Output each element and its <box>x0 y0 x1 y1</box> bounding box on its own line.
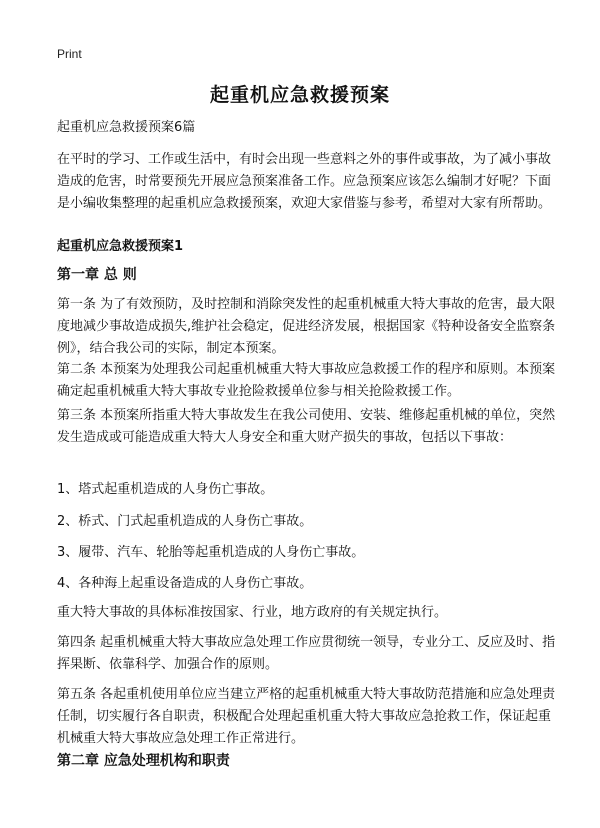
section-heading-1: 起重机应急救援预案1 <box>57 239 184 254</box>
list-item-1: 1、塔式起重机造成的人身伤亡事故。 <box>57 482 274 497</box>
list-item-2: 2、桥式、门式起重机造成的人身伤亡事故。 <box>57 514 313 529</box>
chapter-heading-2: 第二章 应急处理机构和职责 <box>57 753 230 769</box>
chapter-heading-1: 第一章 总 则 <box>57 267 137 283</box>
article-2: 第二条 本预案为处理我公司起重机械重大特大事故应急救援工作的程序和原则。本预案确定起重机械重大特大事故专业抢险救援单位参与相关抢险救援工作。 <box>57 362 556 399</box>
doc-subtitle: 起重机应急救援预案6篇 <box>57 120 196 135</box>
article-3: 第三条 本预案所指重大特大事故发生在我公司使用、安装、维修起重机械的单位，突然发生造成或可能造成重大特大人身安全和重大财产损失的事故，包括以下事故： <box>57 408 556 445</box>
list-item-3: 3、履带、汽车、轮胎等起重机造成的人身伤亡事故。 <box>57 545 365 560</box>
print-link[interactable]: Print <box>57 47 82 61</box>
article-4: 第四条 起重机械重大特大事故应急处理工作应贯彻统一领导，专业分工、反应及时、指挥果断、依靠科学、加强合作的原则。 <box>57 635 556 672</box>
page-title: 起重机应急救援预案 <box>209 84 390 106</box>
standard-note: 重大特大事故的具体标准按国家、行业，地方政府的有关规定执行。 <box>57 605 448 620</box>
intro-paragraph: 在平时的学习、工作或生活中，有时会出现一些意料之外的事件或事故，为了减小事故造成的危害，时常要预先开展应急预案准备工作。应急预案应该怎么编制才好呢？下面是小编收集整理的起重机应急救援预案，欢迎大家借鉴与参考，希望对大家有所帮助。 <box>57 152 552 211</box>
article-1: 第一条 为了有效预防，及时控制和消除突发性的起重机械重大特大事故的危害，最大限度地减少事故造成损失,维护社会稳定，促进经济发展，根据国家《特种设备安全监察条例》，结合我公司的实际，制定本预案。 <box>57 297 556 356</box>
list-item-4: 4、各种海上起重设备造成的人身伤亡事故。 <box>57 576 313 591</box>
article-5: 第五条 各起重机使用单位应当建立严格的起重机械重大特大事故防范措施和应急处理责任制，切实履行各自职责，积极配合处理起重机重大特大事故应急抢救工作，保证起重机械重大特大事故应急处理工作正常进行。 <box>57 687 556 746</box>
